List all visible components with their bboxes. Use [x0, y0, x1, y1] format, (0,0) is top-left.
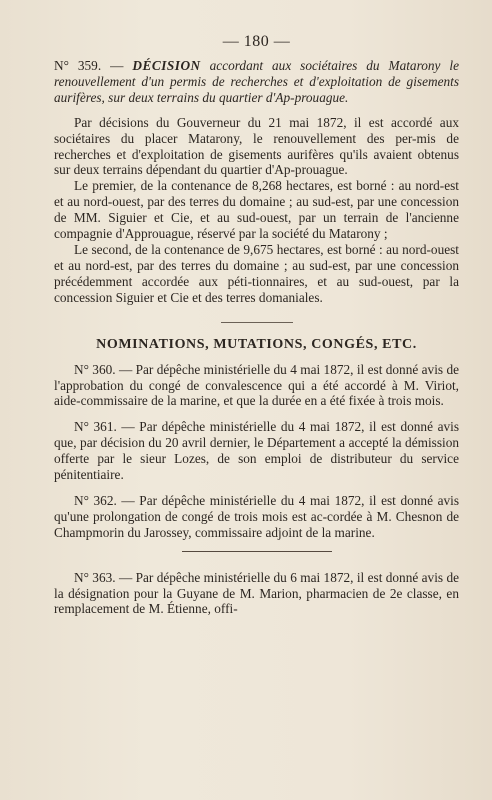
- decision-title: DÉCISION: [132, 58, 201, 73]
- decision-heading-text: accordant aux sociétaires du Matarony le renouvellement d'un permis de recherches et d'exploitation de gisements aurifères, sur deux terrains du quartier d'Ap-prouague.: [54, 58, 460, 105]
- decision-heading: [54, 58, 459, 106]
- notice-360: N° 360. — Par dépêche ministérielle du 4 mai 1872, il est donné avis de l'approbation du congé de convalescence qui a été accordé à M. Viriot, aide-commissaire de la marine, et que la durée en a été fixée à trois mois.: [54, 361, 459, 409]
- page-number: — 180 —: [222, 33, 291, 50]
- notice-362: N° 362. — Par dépêche ministérielle du 4 mai 1872, il est donné avis qu'une prolongation de congé de trois mois est ac-cordée à M. Chesnon de Champmorin du Jarossey, commissaire adjoint de la marine.: [54, 492, 459, 540]
- notice-361: N° 361. — Par dépêche ministérielle du 4 mai 1872, il est donné avis que, par décision du 20 avril dernier, le Département a accepté la démission offerte par le sieur Lozes, de son emploi de distributeur du service pénitentiaire.: [54, 419, 459, 483]
- section-heading: NOMINATIONS, MUTATIONS, CONGÉS, ETC.: [96, 336, 417, 352]
- notice-363: N° 363. — Par dépêche ministérielle du 6 mai 1872, il est donné avis de la désignation pour la Guyane de M. Marion, pharmacien de 2e classe, en remplacement de M. Étienne, offi-: [54, 569, 459, 617]
- notice-divider: [182, 551, 332, 552]
- decision-paragraph-2: Le premier, de la contenance de 8,268 hectares, est borné : au nord-est et au nord-ouest, par des terres du domaine ; au sud-est, par une concession de MM. Siguier et Cie, et au sud-ouest, par un terrain de l'ancienne compagnie d'Approuague, réservé par la société du Matarony ;: [54, 178, 459, 242]
- decision-number: N° 359. —: [54, 58, 124, 73]
- decision-paragraph-3: Le second, de la contenance de 9,675 hectares, est borné : au nord-ouest et au nord-est, par des terres du domaine ; au sud-est, par une concession précédemment accordée aux péti-tionnaires, et au sud-ouest, par la concession Siguier et Cie et des terres domaniales.: [54, 241, 459, 305]
- decision-paragraph-1: Par décisions du Gouverneur du 21 mai 1872, il est accordé aux sociétaires du placer Matarony, le renouvellement des per-mis de recherches et d'exploitation de gisements aurifères qu'ils avaient obtenus sur deux terrains dépendant du quartier d'Ap-prouague.: [54, 114, 459, 178]
- section-divider: [221, 322, 293, 323]
